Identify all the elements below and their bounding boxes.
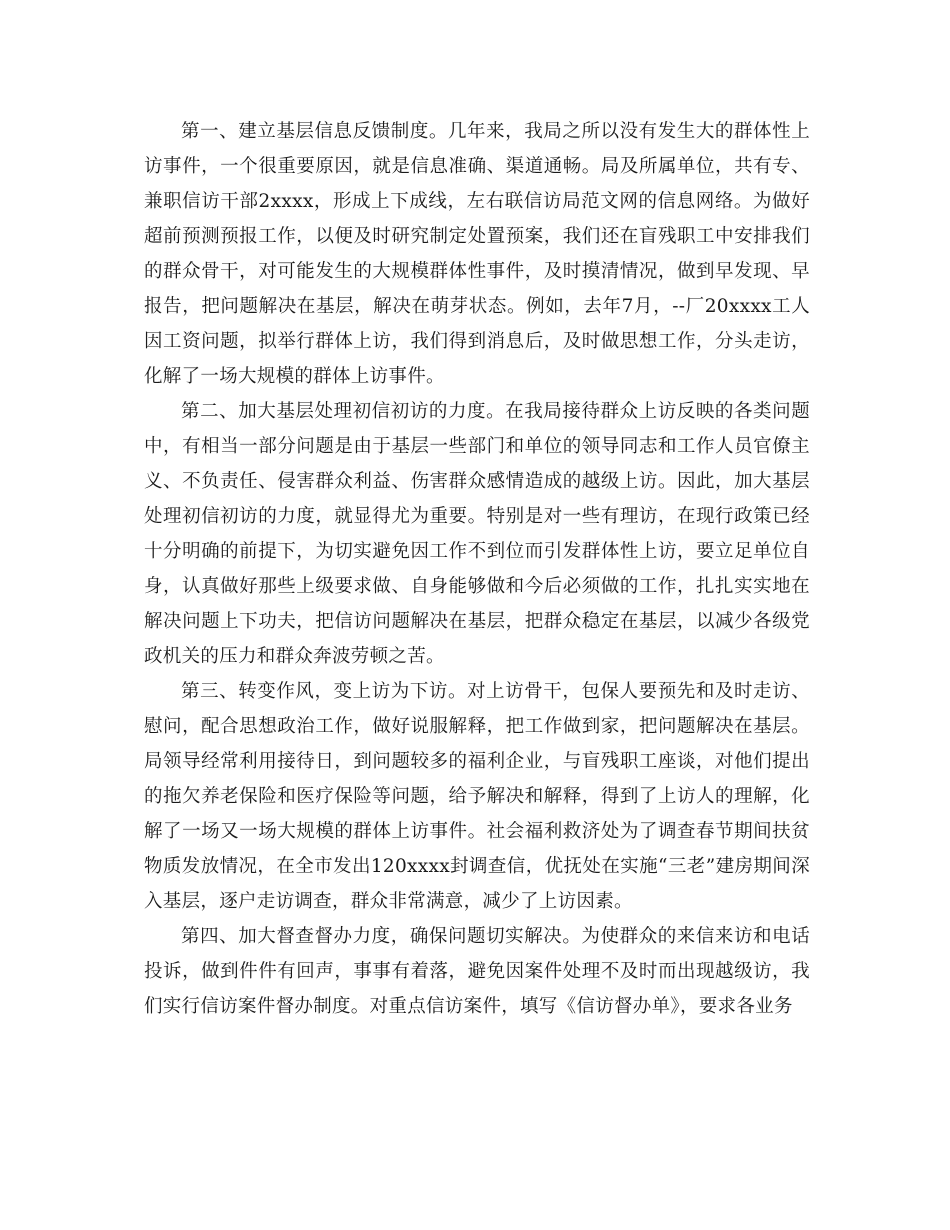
- paragraph-2: 第二、加大基层处理初信初访的力度。在我局接待群众上访反映的各类问题中，有相当一部分问题是由于基层一些部门和单位的领导同志和工作人员官僚主义、不负责任、侵害群众利益、伤害群众感情造成的越级上访。因此，加大基层处理初信初访的力度，就显得尤为重要。特别是对一些有理访，在现行政策已经十分明确的前提下，为切实避免因工作不到位而引发群体性上访，要立足单位自身，认真做好那些上级要求做、自身能够做和今后必须做的工作，扎扎实实地在解决问题上下功夫，把信访问题解决在基层，把群众稳定在基层，以减少各级党政机关的压力和群众奔波劳顿之苦。: [144, 401, 810, 667]
- document-body: [144, 114, 810, 1024]
- paragraph-3: 第三、转变作风，变上访为下访。对上访骨干，包保人要预先和及时走访、慰问，配合思想政治工作，做好说服解释，把工作做到家，把问题解决在基层。局领导经常利用接待日，到问题较多的福利企业，与盲残职工座谈，对他们提出的拖欠养老保险和医疗保险等问题，给予解决和解释，得到了上访人的理解，化解了一场又一场大规模的群体上访事件。社会福利救济处为了调查春节期间扶贫物质发放情况，在全市发出120xxxx封调查信，优抚处在实施“三老”建房期间深入基层，逐户走访调查，群众非常满意，减少了上访因素。: [144, 681, 810, 912]
- paragraph-1: 第一、建立基层信息反馈制度。几年来，我局之所以没有发生大的群体性上访事件，一个很重要原因，就是信息准确、渠道通畅。局及所属单位，共有专、兼职信访干部2xxxx，形成上下成线，左右联信访局范文网的信息网络。为做好超前预测预报工作，以便及时研究制定处置预案，我们还在盲残职工中安排我们的群众骨干，对可能发生的大规模群体性事件，及时摸清情况，做到早发现、早报告，把问题解决在基层，解决在萌芽状态。例如，去年7月，--厂20xxxx工人因工资问题，拟举行群体上访，我们得到消息后，及时做思想工作，分头走访，化解了一场大规模的群体上访事件。: [144, 121, 810, 387]
- paragraph-4: 第四、加大督查督办力度，确保问题切实解决。为使群众的来信来访和电话投诉，做到件件有回声，事事有着落，避免因案件处理不及时而出现越级访，我们实行信访案件督办制度。对重点信访案件，填写《信访督办单》，要求各业务: [144, 926, 810, 1017]
